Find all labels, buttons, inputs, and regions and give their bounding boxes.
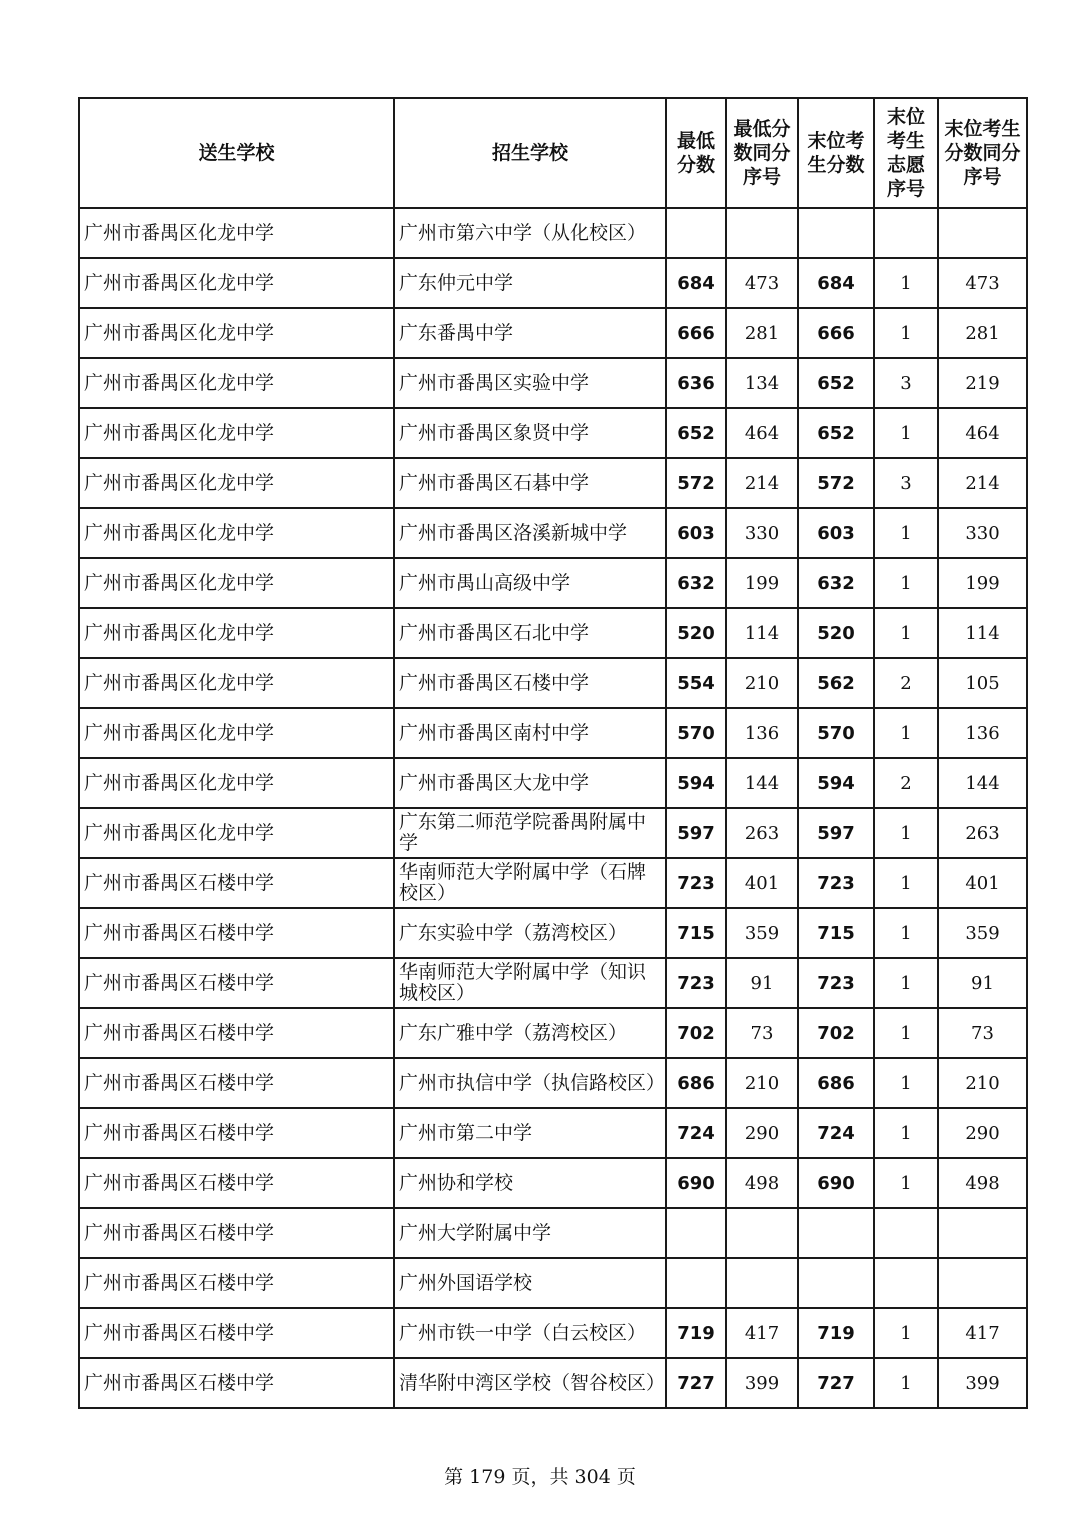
last-student-choice-rank-cell: 1 [874,558,938,608]
min-score-tie-rank-cell: 134 [726,358,798,408]
sending-school-cell: 广州市番禺区化龙中学 [79,358,394,408]
admitting-school-cell: 广州市第六中学（从化校区） [394,208,666,258]
last-student-score-cell: 632 [798,558,874,608]
last-student-score-cell: 652 [798,408,874,458]
last-student-tie-rank-cell: 219 [938,358,1027,408]
last-student-choice-rank-cell: 1 [874,1108,938,1158]
admitting-school-cell: 广东仲元中学 [394,258,666,308]
last-student-tie-rank-cell [938,208,1027,258]
admitting-school-cell: 广州市番禺区洛溪新城中学 [394,508,666,558]
table-row [79,608,1027,658]
min-score-tie-rank-cell [726,1258,798,1308]
last-student-choice-rank-cell: 1 [874,708,938,758]
table-row [79,658,1027,708]
min-score-tie-rank-cell [726,208,798,258]
last-student-score-cell: 597 [798,808,874,858]
min-score-cell: 719 [666,1308,726,1358]
sending-school-cell: 广州市番禺区石楼中学 [79,1308,394,1358]
admitting-school-cell: 广东第二师范学院番禺附属中学 [394,808,666,858]
last-student-tie-rank-cell: 464 [938,408,1027,458]
header-min-score-tie-rank: 最低分 数同分 序号 [726,98,798,208]
last-student-choice-rank-cell: 1 [874,808,938,858]
sending-school-cell: 广州市番禺区化龙中学 [79,408,394,458]
last-student-choice-rank-cell: 1 [874,1308,938,1358]
last-student-choice-rank-cell: 1 [874,408,938,458]
last-student-choice-rank-cell: 1 [874,258,938,308]
header-last-student-tie-rank: 末位考生 分数同分 序号 [938,98,1027,208]
table-row [79,758,1027,808]
table-row [79,1358,1027,1408]
min-score-tie-rank-cell: 401 [726,858,798,908]
min-score-cell: 723 [666,958,726,1008]
table-row [79,258,1027,308]
table-row [79,308,1027,358]
last-student-score-cell: 594 [798,758,874,808]
min-score-tie-rank-cell [726,1208,798,1258]
last-student-score-cell: 723 [798,858,874,908]
min-score-tie-rank-cell: 210 [726,658,798,708]
admitting-school-cell: 广州外国语学校 [394,1258,666,1308]
min-score-cell: 727 [666,1358,726,1408]
min-score-tie-rank-cell: 136 [726,708,798,758]
header-last-student-choice-rank: 末位 考生 志愿 序号 [874,98,938,208]
last-student-tie-rank-cell: 401 [938,858,1027,908]
last-student-score-cell: 727 [798,1358,874,1408]
min-score-cell: 652 [666,408,726,458]
min-score-cell: 632 [666,558,726,608]
header-admitting-school: 招生学校 [394,98,666,208]
min-score-tie-rank-cell: 199 [726,558,798,608]
last-student-score-cell: 719 [798,1308,874,1358]
last-student-choice-rank-cell: 1 [874,958,938,1008]
min-score-tie-rank-cell: 144 [726,758,798,808]
min-score-tie-rank-cell: 281 [726,308,798,358]
last-student-choice-rank-cell: 1 [874,1058,938,1108]
last-student-score-cell: 520 [798,608,874,658]
last-student-tie-rank-cell [938,1258,1027,1308]
admitting-school-cell: 广州市番禺区石碁中学 [394,458,666,508]
min-score-cell: 520 [666,608,726,658]
last-student-score-cell [798,1258,874,1308]
sending-school-cell: 广州市番禺区化龙中学 [79,508,394,558]
sending-school-cell: 广州市番禺区石楼中学 [79,1108,394,1158]
min-score-tie-rank-cell: 91 [726,958,798,1008]
table-row [79,1208,1027,1258]
min-score-cell: 597 [666,808,726,858]
last-student-choice-rank-cell: 1 [874,858,938,908]
min-score-cell: 686 [666,1058,726,1108]
last-student-tie-rank-cell: 199 [938,558,1027,608]
admitting-school-cell: 广州协和学校 [394,1158,666,1208]
last-student-choice-rank-cell: 1 [874,1158,938,1208]
admitting-school-cell: 广州市第二中学 [394,1108,666,1158]
sending-school-cell: 广州市番禺区石楼中学 [79,1058,394,1108]
admitting-school-cell: 广州市铁一中学（白云校区） [394,1308,666,1358]
table-body [79,208,1027,1408]
last-student-tie-rank-cell: 210 [938,1058,1027,1108]
min-score-cell [666,1258,726,1308]
sending-school-cell: 广州市番禺区化龙中学 [79,258,394,308]
table-row [79,558,1027,608]
table-header [79,98,1027,208]
last-student-tie-rank-cell: 214 [938,458,1027,508]
table-row [79,408,1027,458]
min-score-cell: 554 [666,658,726,708]
header-last-student-score: 末位考 生分数 [798,98,874,208]
table-row [79,1008,1027,1058]
sending-school-cell: 广州市番禺区石楼中学 [79,1008,394,1058]
min-score-tie-rank-cell: 359 [726,908,798,958]
min-score-tie-rank-cell: 473 [726,258,798,308]
sending-school-cell: 广州市番禺区石楼中学 [79,1258,394,1308]
admitting-school-cell: 广州市番禺区南村中学 [394,708,666,758]
last-student-choice-rank-cell: 1 [874,508,938,558]
last-student-choice-rank-cell: 2 [874,758,938,808]
last-student-tie-rank-cell: 359 [938,908,1027,958]
min-score-tie-rank-cell: 417 [726,1308,798,1358]
sending-school-cell: 广州市番禺区化龙中学 [79,758,394,808]
min-score-tie-rank-cell: 73 [726,1008,798,1058]
last-student-score-cell: 702 [798,1008,874,1058]
min-score-tie-rank-cell: 330 [726,508,798,558]
last-student-choice-rank-cell: 3 [874,358,938,408]
last-student-score-cell: 652 [798,358,874,408]
min-score-cell: 636 [666,358,726,408]
header-sending-school: 送生学校 [79,98,394,208]
last-student-tie-rank-cell: 290 [938,1108,1027,1158]
last-student-choice-rank-cell: 1 [874,608,938,658]
last-student-choice-rank-cell: 3 [874,458,938,508]
last-student-score-cell: 724 [798,1108,874,1158]
sending-school-cell: 广州市番禺区石楼中学 [79,858,394,908]
min-score-cell: 594 [666,758,726,808]
min-score-tie-rank-cell: 210 [726,1058,798,1108]
admitting-school-cell: 广州市番禺区实验中学 [394,358,666,408]
min-score-tie-rank-cell: 214 [726,458,798,508]
last-student-tie-rank-cell: 144 [938,758,1027,808]
header-row [79,98,1027,208]
min-score-cell: 570 [666,708,726,758]
sending-school-cell: 广州市番禺区化龙中学 [79,458,394,508]
min-score-cell: 603 [666,508,726,558]
min-score-cell: 723 [666,858,726,908]
last-student-tie-rank-cell: 330 [938,508,1027,558]
min-score-tie-rank-cell: 464 [726,408,798,458]
admitting-school-cell: 广州市执信中学（执信路校区） [394,1058,666,1108]
last-student-score-cell: 562 [798,658,874,708]
last-student-tie-rank-cell: 417 [938,1308,1027,1358]
table-row [79,1058,1027,1108]
last-student-score-cell: 572 [798,458,874,508]
admitting-school-cell: 广东广雅中学（荔湾校区） [394,1008,666,1058]
sending-school-cell: 广州市番禺区石楼中学 [79,908,394,958]
table-row [79,458,1027,508]
table-row [79,1108,1027,1158]
table-row [79,958,1027,1008]
last-student-tie-rank-cell: 263 [938,808,1027,858]
last-student-choice-rank-cell [874,208,938,258]
sending-school-cell: 广州市番禺区化龙中学 [79,608,394,658]
last-student-score-cell [798,1208,874,1258]
admitting-school-cell: 广州市番禺区石楼中学 [394,658,666,708]
last-student-tie-rank-cell: 498 [938,1158,1027,1208]
admission-score-table [78,97,1028,1409]
min-score-tie-rank-cell: 290 [726,1108,798,1158]
min-score-cell [666,208,726,258]
last-student-score-cell: 723 [798,958,874,1008]
table-row [79,858,1027,908]
min-score-tie-rank-cell: 498 [726,1158,798,1208]
table-row [79,908,1027,958]
last-student-tie-rank-cell: 91 [938,958,1027,1008]
sending-school-cell: 广州市番禺区化龙中学 [79,708,394,758]
min-score-tie-rank-cell: 263 [726,808,798,858]
last-student-score-cell [798,208,874,258]
last-student-choice-rank-cell: 1 [874,308,938,358]
min-score-cell: 702 [666,1008,726,1058]
min-score-cell: 684 [666,258,726,308]
last-student-score-cell: 686 [798,1058,874,1108]
min-score-cell: 715 [666,908,726,958]
last-student-choice-rank-cell: 2 [874,658,938,708]
last-student-score-cell: 715 [798,908,874,958]
min-score-cell: 724 [666,1108,726,1158]
min-score-cell: 690 [666,1158,726,1208]
last-student-choice-rank-cell [874,1258,938,1308]
header-min-score: 最低 分数 [666,98,726,208]
last-student-choice-rank-cell [874,1208,938,1258]
last-student-tie-rank-cell: 73 [938,1008,1027,1058]
last-student-choice-rank-cell: 1 [874,1358,938,1408]
sending-school-cell: 广州市番禺区石楼中学 [79,1158,394,1208]
table-row [79,1258,1027,1308]
table-row [79,358,1027,408]
admitting-school-cell: 广州市番禺区象贤中学 [394,408,666,458]
admitting-school-cell: 广州市番禺区石北中学 [394,608,666,658]
table-row [79,1308,1027,1358]
sending-school-cell: 广州市番禺区石楼中学 [79,958,394,1008]
admitting-school-cell: 华南师范大学附属中学（知识城校区） [394,958,666,1008]
last-student-score-cell: 570 [798,708,874,758]
last-student-choice-rank-cell: 1 [874,1008,938,1058]
page-number: 第 179 页，共 304 页 [444,1466,636,1488]
last-student-tie-rank-cell: 281 [938,308,1027,358]
last-student-tie-rank-cell: 473 [938,258,1027,308]
last-student-tie-rank-cell [938,1208,1027,1258]
min-score-tie-rank-cell: 399 [726,1358,798,1408]
min-score-tie-rank-cell: 114 [726,608,798,658]
admitting-school-cell: 华南师范大学附属中学（石牌校区） [394,858,666,908]
admitting-school-cell: 清华附中湾区学校（智谷校区） [394,1358,666,1408]
table-row [79,1158,1027,1208]
last-student-tie-rank-cell: 399 [938,1358,1027,1408]
min-score-cell: 572 [666,458,726,508]
min-score-cell: 666 [666,308,726,358]
sending-school-cell: 广州市番禺区化龙中学 [79,658,394,708]
last-student-score-cell: 690 [798,1158,874,1208]
table-row [79,508,1027,558]
sending-school-cell: 广州市番禺区化龙中学 [79,808,394,858]
last-student-score-cell: 603 [798,508,874,558]
admitting-school-cell: 广东番禺中学 [394,308,666,358]
table-row [79,708,1027,758]
sending-school-cell: 广州市番禺区化龙中学 [79,208,394,258]
last-student-score-cell: 666 [798,308,874,358]
sending-school-cell: 广州市番禺区化龙中学 [79,308,394,358]
last-student-tie-rank-cell: 114 [938,608,1027,658]
admitting-school-cell: 广州市番禺区大龙中学 [394,758,666,808]
sending-school-cell: 广州市番禺区石楼中学 [79,1208,394,1258]
last-student-choice-rank-cell: 1 [874,908,938,958]
admitting-school-cell: 广州大学附属中学 [394,1208,666,1258]
min-score-cell [666,1208,726,1258]
last-student-tie-rank-cell: 105 [938,658,1027,708]
last-student-tie-rank-cell: 136 [938,708,1027,758]
table-row [79,808,1027,858]
admitting-school-cell: 广州市禺山高级中学 [394,558,666,608]
admitting-school-cell: 广东实验中学（荔湾校区） [394,908,666,958]
last-student-score-cell: 684 [798,258,874,308]
sending-school-cell: 广州市番禺区化龙中学 [79,558,394,608]
sending-school-cell: 广州市番禺区石楼中学 [79,1358,394,1408]
table-row [79,208,1027,258]
